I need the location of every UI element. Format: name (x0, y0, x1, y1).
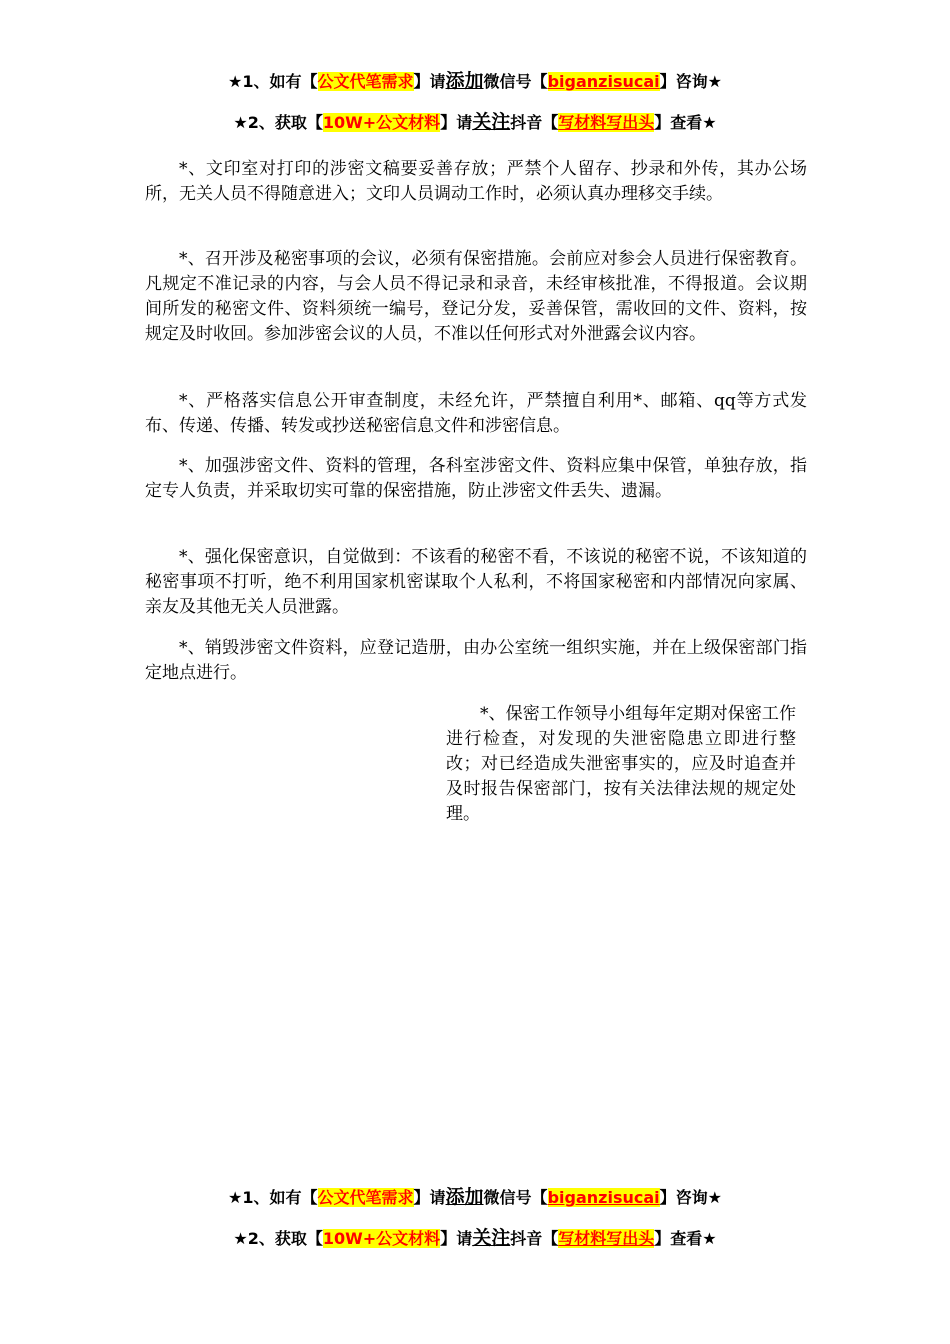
promo-highlight-douyin-id: 写材料写出头 (558, 113, 655, 132)
body-paragraph-final: *、保密工作领导小组每年定期对保密工作进行检查，对发现的失泄密隐患立即进行整改；对已经造成失泄密事实的，应及时追查并及时报告保密部门，按有关法律法规的规定处理。 (446, 704, 796, 824)
promo-emphasis: 添加 (445, 1186, 484, 1208)
promo-text: 】请 (440, 1229, 473, 1248)
promo-suffix: 】查看★ (654, 113, 717, 132)
promo-text: 】请 (440, 113, 473, 132)
promo-text: 】请 (413, 72, 446, 91)
promo-suffix: 】查看★ (654, 1229, 717, 1248)
promo-suffix: 】咨询★ (659, 1188, 722, 1207)
promo-highlight-service: 公文代笔需求 (317, 72, 414, 91)
promo-emphasis: 关注 (472, 1227, 511, 1249)
promo-prefix: ★1、如有【 (228, 1188, 318, 1207)
promo-highlight-wechat-id: biganzisucai (547, 72, 660, 91)
promo-text: 微信号【 (483, 72, 548, 91)
promo-text: 】请 (413, 1188, 446, 1207)
promo-highlight-wechat-id: biganzisucai (547, 1188, 660, 1207)
body-paragraph-3: *、严格落实信息公开审查制度，未经允许，严禁擅自利用*、邮箱、qq等方式发布、传递、传播、转发或抄送秘密信息文件和涉密信息。 (145, 391, 807, 436)
promo-text: 抖音【 (510, 113, 559, 132)
header-promo-line-1 (0, 70, 950, 93)
promo-text: 抖音【 (510, 1229, 559, 1248)
promo-highlight-service: 公文代笔需求 (317, 1188, 414, 1207)
body-paragraph-6: *、销毁涉密文件资料，应登记造册，由办公室统一组织实施，并在上级保密部门指定地点进行。 (145, 638, 807, 683)
promo-highlight-materials: 10W+公文材料 (322, 1229, 441, 1248)
promo-prefix: ★1、如有【 (228, 72, 318, 91)
promo-highlight-materials: 10W+公文材料 (322, 113, 441, 132)
promo-text: 微信号【 (483, 1188, 548, 1207)
promo-prefix: ★2、获取【 (233, 1229, 323, 1248)
body-paragraph-5: *、强化保密意识，自觉做到：不该看的秘密不看，不该说的秘密不说，不该知道的秘密事项不打听，绝不利用国家机密谋取个人私利，不将国家秘密和内部情况向家属、亲友及其他无关人员泄露。 (145, 547, 807, 617)
body-paragraph-4: *、加强涉密文件、资料的管理，各科室涉密文件、资料应集中保管，单独存放，指定专人负责，并采取切实可靠的保密措施，防止涉密文件丢失、遗漏。 (145, 456, 807, 501)
footer-promo-line-2 (0, 1227, 950, 1250)
promo-highlight-douyin-id: 写材料写出头 (558, 1229, 655, 1248)
body-paragraph-2: *、召开涉及秘密事项的会议，必须有保密措施。会前应对参会人员进行保密教育。凡规定不准记录的内容，与会人员不得记录和录音，未经审核批准，不得报道。会议期间所发的秘密文件、资料须统一编号，登记分发，妥善保管，需收回的文件、资料，按规定及时收回。参加涉密会议的人员，不准以任何形式对外泄露会议内容。 (145, 249, 807, 344)
body-paragraph-1: *、文印室对打印的涉密文稿要妥善存放；严禁个人留存、抄录和外传，其办公场所，无关人员不得随意进入；文印人员调动工作时，必须认真办理移交手续。 (145, 159, 807, 204)
footer-promo-line-1 (0, 1186, 950, 1209)
promo-prefix: ★2、获取【 (233, 113, 323, 132)
header-promo-line-2 (0, 111, 950, 134)
promo-emphasis: 关注 (472, 111, 511, 133)
promo-emphasis: 添加 (445, 70, 484, 92)
promo-suffix: 】咨询★ (659, 72, 722, 91)
